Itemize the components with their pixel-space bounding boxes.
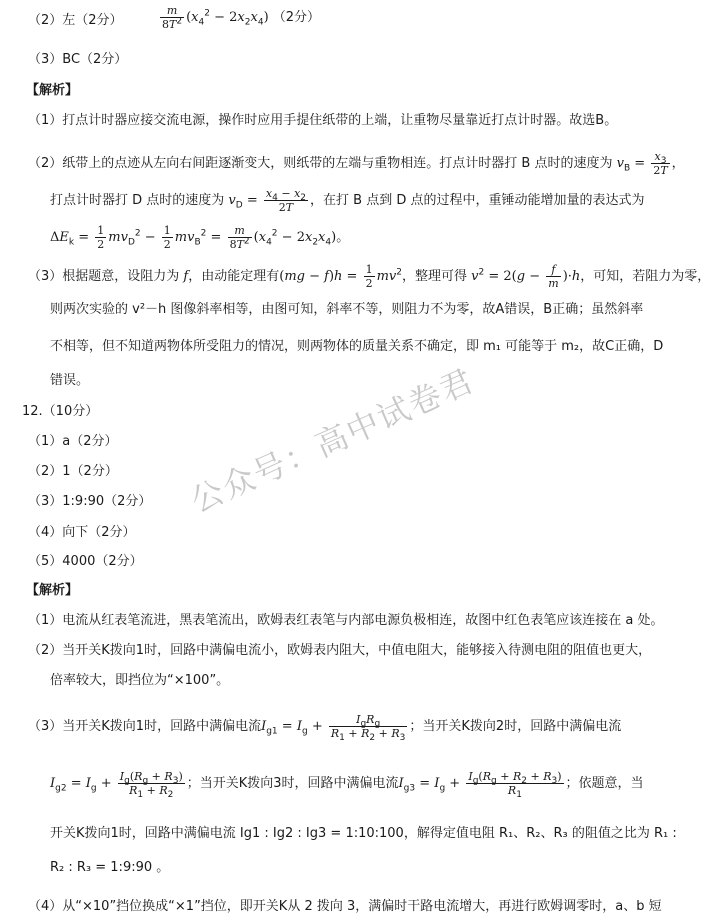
exp12-p3-line3: 开关K拨向1时，回路中满偏电流 Ig1 : Ig2 : Ig3 = 1:10:100，解得定值电阻 R₁、R₂、R₃ 的阻值之比为 R₁ :: [50, 826, 677, 841]
answer-12-3: （3）1:9:90（2分）: [28, 494, 152, 509]
exp11-p2-line1: （2）纸带上的点迹从左向右间距逐渐变大，则纸带的左端与重物相连。打点计时器打 B 点时的速度为 $v_B$ = $\frac{x_3}{2T}$ ，: [28, 150, 685, 177]
exp11-p3-line1: （3）根据题意，设阻力为 f，由动能定理有(mg − f)h = $\frac{1}{2}$ $mv^2$，整理可得 $v^2 = 2(g$ − $\frac{f}{m}$ )·h，可知，若阻力为零，: [28, 263, 710, 290]
answer-12-1: （1）a（2分）: [28, 434, 118, 449]
question-12-header: 12.（10分）: [22, 404, 99, 419]
exp11-p3-line3: 不相等，但不知道两物体所受阻力的情况，则两物体的质量关系不确定，即 m₁ 可能等于 m₂，故C正确，D: [50, 339, 664, 354]
exp11-p1: （1）打点计时器应接交流电源，操作时应用手提住纸带的上端，让重物尽量靠近打点计时器。故选B。: [28, 113, 618, 128]
analysis-heading-11: 【解析】: [26, 83, 79, 98]
answer-11-2-score: （2分）: [272, 10, 321, 25]
exp12-p3-line1: （3）当开关K拨向1时，回路中满偏电流$I_{g1} = I_g$ + $\frac{I_gR_g}{R_1 + R_2 + R_3}$ ；当开关K拨向2时，回路中满偏电流: [28, 713, 622, 744]
exp12-p2-line1: （2）当开关K拨向1时，回路中满偏电流小，欧姆表内阻大，中值电阻大，能够接入待测电阻的阻值也更大，: [28, 643, 652, 658]
exp12-p3-line2: $I_{g2} = I_g$ + $\frac{I_g(R_g + R_3)}{R_1 + R_2}$ ；当开关K拨向3时，回路中满偏电流$I_{g3} = I_g$ + $\frac{I_g(R_g + R_2 + R_3)}{R_1}$ ；依题意，当: [50, 770, 644, 801]
exp12-p3-line4: R₂ : R₃ = 1:9:90 。: [50, 860, 170, 875]
exp11-p3-line4: 错误。: [50, 373, 90, 388]
exp12-p2-line2: 倍率较大，即挡位为“×100”。: [50, 673, 230, 688]
exp12-p1: （1）电流从红表笔流进，黑表笔流出，欧姆表红表笔与内部电源负极相连，故图中红色表笔应该连接在 a 处。: [28, 613, 664, 628]
exp11-p2-line2: 打点计时器打 D 点时的速度为 $v_D$ = $\frac{x_4 - x_2}{2T}$ ，在打 B 点到 D 点的过程中，重锤动能增加量的表达式为: [50, 187, 645, 214]
answer-12-4: （4）向下（2分）: [28, 525, 136, 540]
analysis-heading-12: 【解析】: [26, 583, 79, 598]
exp11-p3-line2: 则两次实验的 v²－h 图像斜率相等，由图可知，斜率不等，则阻力不为零，故A错误，B正确；虽然斜率: [50, 302, 644, 317]
answer-11-2-label: （2）左（2分）: [28, 13, 123, 28]
exp11-p2-line3: $\Delta E_k$ = $\frac{1}{2}$ $mv_D^2$ − $\frac{1}{2}$ $mv_B^2$ = $\frac{m}{8T^2}$ $(x_4^2 - 2x_2x_4)$。: [50, 224, 350, 251]
answer-11-3: （3）BC（2分）: [28, 52, 128, 67]
exp12-p4: （4）从“×10”挡位换成“×1”挡位，即开关K从 2 拨向 3，满偏时干路电流增大，再进行欧姆调零时，a、b 短: [28, 899, 662, 914]
answer-12-5: （5）4000（2分）: [28, 554, 143, 569]
answer-11-2-formula: $\frac{m}{8T^2}$ $(x_4^2 - 2x_2x_4)$ （2分）: [162, 4, 321, 31]
watermark: 公众号：高中试卷君: [185, 361, 481, 521]
answer-12-2: （2）1（2分）: [28, 464, 118, 479]
